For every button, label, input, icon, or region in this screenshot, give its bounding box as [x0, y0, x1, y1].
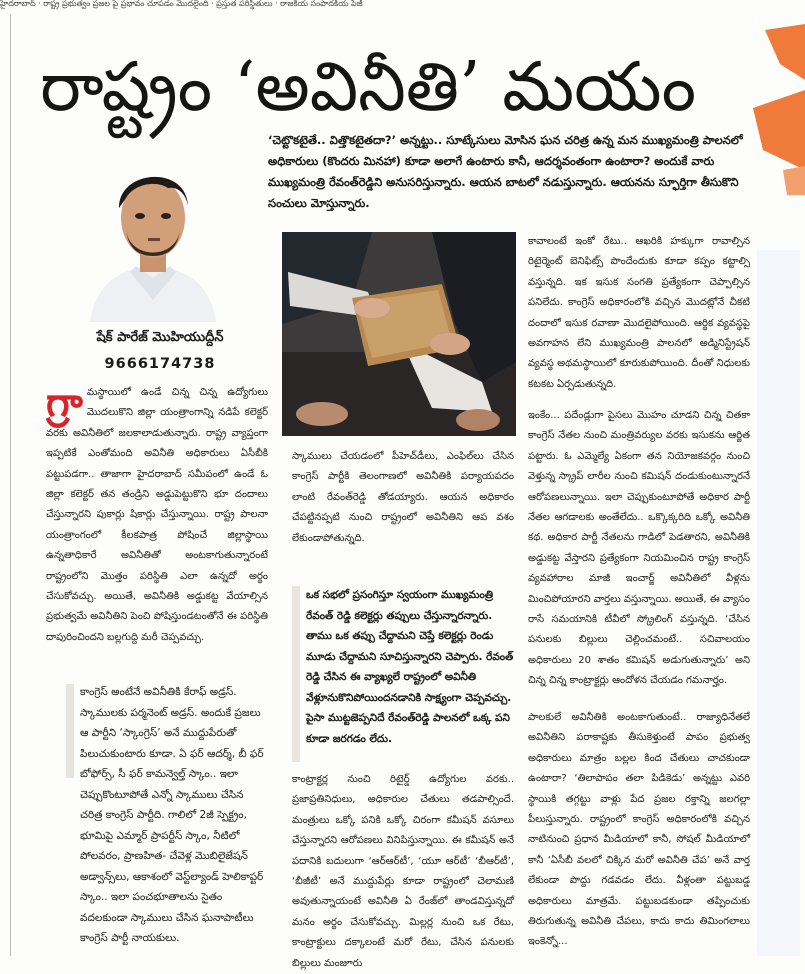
- callout-box-2-text: ఒక సభలో ప్రసంగిస్తూ స్వయంగా ముఖ్యమంత్రి రేవంత్ రెడ్డి కలెక్టర్లు తప్పులు చేస్తున్నారన్నారు. తాము ఒక తప్పు చేద్దామని చెప్తే కలెక్టర్లు రెండు మూడు చేద్దామని సూచిస్తున్నారని చెప్పారు. రేవంత్ రెడ్డి చేసిన ఈ వ్యాఖ్యలే రాష్ట్రంలో అవినీతి వేళ్లూనుకొనిపోయిందనడానికి సాక్ష్యంగా చెప్పవచ్చు. పైసా ముట్టజెప్పనిదే రేవంత్‌రెడ్డి పాలనలో ఒక్క పని కూడా జరగడం లేదు.: [306, 589, 514, 745]
- author-phone: 9666174738: [104, 356, 216, 372]
- column-2-top: [292, 447, 514, 573]
- right-margin-strip: [757, 250, 800, 956]
- envelope-handoff-icon: [282, 232, 516, 436]
- column-2-top-text: స్కాములు చేయడంలో పీహెచ్‌డీలు, ఎంఫిల్‌లు చేసిన కాంగ్రెస్ పార్టీకి తెలంగాణలో అవినీతికి పర్యాయపదం లాంటి రేవంత్‌రెడ్డి తోడయ్యారు. ఆయన అధికారం చేపట్టినప్పటి నుంచి రాష్ట్రంలో అవినీతిని ఆప వశం లేకుండాపోతున్నది.: [292, 451, 514, 544]
- author-photo-icon: [82, 150, 224, 322]
- callout-box-1-text: కాంగ్రెస్ అంటేనే అవినీతికి కేరాఫ్ అడ్రస్. స్కాములకు పర్మనెంట్ అడ్రస్. అందుకే ప్రజలు ఆ పార్టీని ‘స్కాంగ్రెస్’ అనే ముద్దుపేరుతో పిలుచుకుంటారు కూడా. ఏ ఫర్ ఆదర్శ్, బీ ఫర్ బోఫోర్స్, సీ ఫర్ కామన్వెల్త్ స్కాం.. ఇలా చెప్పుకొంటూపోతే ఎన్నో స్కాములు చేసిన చరిత్ర కాంగ్రెస్ పార్టీది. గాలిలో 2జీ స్పెక్ట్రం, భూమిపై ఎమ్మార్ ప్రాపర్టీస్ స్కాం, నీటిలో పోలవరం, ప్రాణహిత- చేవెళ్ల మొబిలైజేషన్ అడ్వాన్స్‌లు, ఆకాశంలో వెస్ట్‌ల్యాండ్ హెలికాప్టర్ స్కాం.. ఇలా పంచభూతాలను సైతం వదలకుండా స్కాములు చేసిన ఘనాపాటీలు కాంగ్రెస్ పార్టీ నాయకులు.: [80, 686, 264, 944]
- callout-box-1: [66, 682, 268, 952]
- column-3-para-3-text: పాలకులే అవినీతికి అంటకాగుతుంటే.. రాజ్యాధినేతలే అవినీతిని పరాకాష్టకు తీసుకెళ్తుంటే పాపం ప్రభుత్వ అధికారులు మాత్రం బల్లల కింద చేతులు చాచకుండా ఉంటారా? ‘తిలాపాపం తలా పిడికెడు’ అన్నట్టు ఎవరి స్థాయికి తగ్గట్టు వాళ్లు పేద ప్రజల రక్తాన్ని జలగల్లా పీలుస్తున్నారు. రాష్ట్రంలో కాంగ్రెస్ అధికారంలోకి వచ్చిన నాటినుంచి ప్రధాన మీడియాలో కానీ, సోషల్ మీడియాలో కానీ ‘ఏసీబీ వలలో చిక్కిన మరో అవినీతి చేప’ అనే వార్త లేకుండా పొద్దు గడవడం లేదు. వీళ్లంతా పట్టుబడ్డ అధికారులు మాత్రమే. పట్టుబడకుండా తప్పించుకు తిరుగుతున్న అవినీతి చేపలు, కాదు కాదు తిమింగలాలు ఇంకెన్నో...: [528, 712, 750, 948]
- author-name: షేక్ పారేజ్ మొహియుద్దీన్: [96, 330, 224, 345]
- column-3-para-2-text: ఇంకేం... పదేండ్లుగా పైసలు మొహం చూడని చిన్న చితకా కాంగ్రెస్ నేతల నుంచి మంత్రివర్యుల వరకు ఇసుకను ఆర్జిత పట్టారు. ఓ ఎమ్మెల్యే ఏకంగా తన నియోజకవర్గం నుంచి వెళ్తున్న స్క్రాప్ లారీల నుంచి కమిషన్ దండుకుంటున్నారనే ఆరోపణలున్నాయి. ఇలా చెప్పుకుంటూపోతే అధికార పార్టీ నేతల ఆగడాలకు అంతేలేదు.. ఒక్కొక్కరిది ఒక్కో అవినీతి కథ. అధికార పార్టీ నేతలను గాడిలో పెడతారని, అవినీతికి అడ్డుకట్ట వేస్తారని ప్రత్యేకంగా నియమించిన రాష్ట్ర కాంగ్రెస్ వ్యవహారాల మాజీ ఇంచార్జ్ అవినీతిలో వీళ్లను మించిపోయారని వార్తలు వస్తున్నాయి. అయితే, ఈ వ్యాసం రాసే సమయానికి టీవీలో స్క్రోలింగ్ వస్తున్నది. ‘చేసిన పనులకు బిల్లులు చెల్లించమంటే.. సచివాలయం అధికారులు 20 శాతం కమిషన్ అడుగుతున్నారు’ అని చిన్న చిన్న కాంట్రాక్టర్లు ఆందోళన చేయడం గమనార్హం.: [528, 410, 750, 687]
- column-3-para-1: [528, 232, 750, 402]
- orange-deco-icon: [745, 20, 805, 195]
- intro-standfirst: ‘చెట్టొకటైతే.. విత్తొకటైతదా?’ అన్నట్టు.. సూట్కేసులు మోసిన ఘన చరిత్ర ఉన్న మన ముఖ్యమంత్రి పాలనలో అధికారులు (కొందరు మినహా) కూడా అలాగే ఉంటారు కానీ, ఆదర్శవంతంగా ఉంటారా? అందుకే వారు ముఖ్యమంత్రి రేవంత్‌రెడ్డిని అనుసరిస్తున్నారు. ఆయన బాటలో నడుస్తున్నారు. ఆయనను స్ఫూర్తిగా తీసుకొని సంచులు మోస్తున్నారు.: [268, 133, 743, 210]
- column-3-para-2: [528, 406, 750, 702]
- column-2-bottom-text: కాంట్రాక్టర్ల నుంచి రిటైర్డ్ ఉద్యోగుల వరకు.. ప్రజాప్రతినిధులు, అధికారుల చేతులు తడపాల్సిందే. మంత్రులు ఒక్కో పనికి ఒక్కో చిరంగా కమీషన్ వసూలు చేస్తున్నారని ఆరోపణలు వినిపిస్తున్నాయి. ఈ కమీషన్ అనే పదానికి బదులుగా ‘ఆర్‌ఆర్‌టీ’, ‘యూ ఆర్‌టీ’ ‘బీఆర్‌టీ’, ‘బీజీటీ’ అనే ముద్దుపేర్లు కూడా రాష్ట్రంలో చెలామణి అవుతున్నాయంటే అవినీతి ఏ రేంజ్‌లో తాండవిస్తున్నదో మనం అర్థం చేసుకోవచ్చు. మిల్లర్ల నుంచి ఒక రేటు, కాంట్రాక్టులు దక్కాలంటే మరో రేటు, చేసిన పనులకు బిల్లులు మంజూరు: [292, 774, 514, 969]
- column-3-para-1-text: కావాలంటే ఇంకో రేటు.. ఆఖరికి హక్కుగా రావాల్సిన రిటైర్మెంట్ బెనిఫిట్స్ పొందేందుకు కూడా కప్పం కట్టాల్సి వస్తున్నది. ఇక ఇసుక సంగతి ప్రత్యేకంగా చెప్పాల్సిన పనిలేదు. కాంగ్రెస్ అధికారంలోకి వచ్చిన మొదట్లోనే చీకటి దందాలో ఇసుక రవాణా మొదలైపోయింది. ఆర్థిక వ్యవస్థపై అవగాహన లేని ముఖ్యమంత్రి పాలనలో అడ్మినిస్ట్రేషన్ వ్యవస్థ అథమస్థాయిలో కూరుకుపోయింది. దీంతో నిధులకు కటకట ఏర్పడుతున్నది.: [528, 236, 750, 390]
- column-2-bottom: [292, 770, 514, 969]
- column-3-para-3: [528, 708, 750, 956]
- column-1-text: మస్థాయిలో ఉండే చిన్న చిన్న ఉద్యోగులు మొదలుకొని జిల్లా యంత్రాంగాన్ని నడిపే కలెక్టర్ వరకు అవినీతిలో జలకాలాడుతున్నారు. రాష్ట్ర వ్యాప్తంగా ఇప్పటికే ఎంతోమంది అవినీతి అధికారులు ఏసీబీకి పట్టుపడగా.. తాజాగా హైదరాబాద్ సమీపంలో ఉండే ఓ జిల్లా కలెక్టర్ తన తండ్రిని అడ్డుపెట్టుకొని భూ దందాలు చేస్తున్నారని పుకార్లు షికార్లు చేస్తున్నాయి. రాష్ట్ర పాలనా యంత్రాంగంలో కీలకపాత్ర పోషించే జిల్లాస్థాయి ఉన్నతాధికారే అవినీతితో అంటకాగుతున్నారంటే రాష్ట్రంలోని మొత్తం పరిస్థితి ఎలా ఉన్నదో అర్థం చేసుకోవచ్చు. అయితే, అవినీతికి అడ్డుకట్ట వేయాల్సిన ప్రభుత్వమే అవినీతిని పెంచి పోషిస్తుండటంతోనే ఈ పరిస్థితి దాపురించిందని బల్లగుద్ది మరీ చెప్పవచ్చు.: [46, 387, 268, 643]
- column-1-body: [46, 379, 268, 673]
- headline: రాష్ట్రం ‘అవినీతి’ మయం: [40, 48, 697, 127]
- column-rule: [10, 14, 11, 956]
- callout-box-2: [292, 585, 514, 763]
- dropcap: గ్రా: [46, 379, 83, 426]
- top-strip: హైదరాబాద్ · రాష్ట్ర ప్రభుత్వం ప్రజల పై ప్రభావం చూపడం మొదలైంది · ప్రస్తుత పరిస్థితులు · రాజకీయ సంపాదకీయ పేజీ: [0, 0, 363, 8]
